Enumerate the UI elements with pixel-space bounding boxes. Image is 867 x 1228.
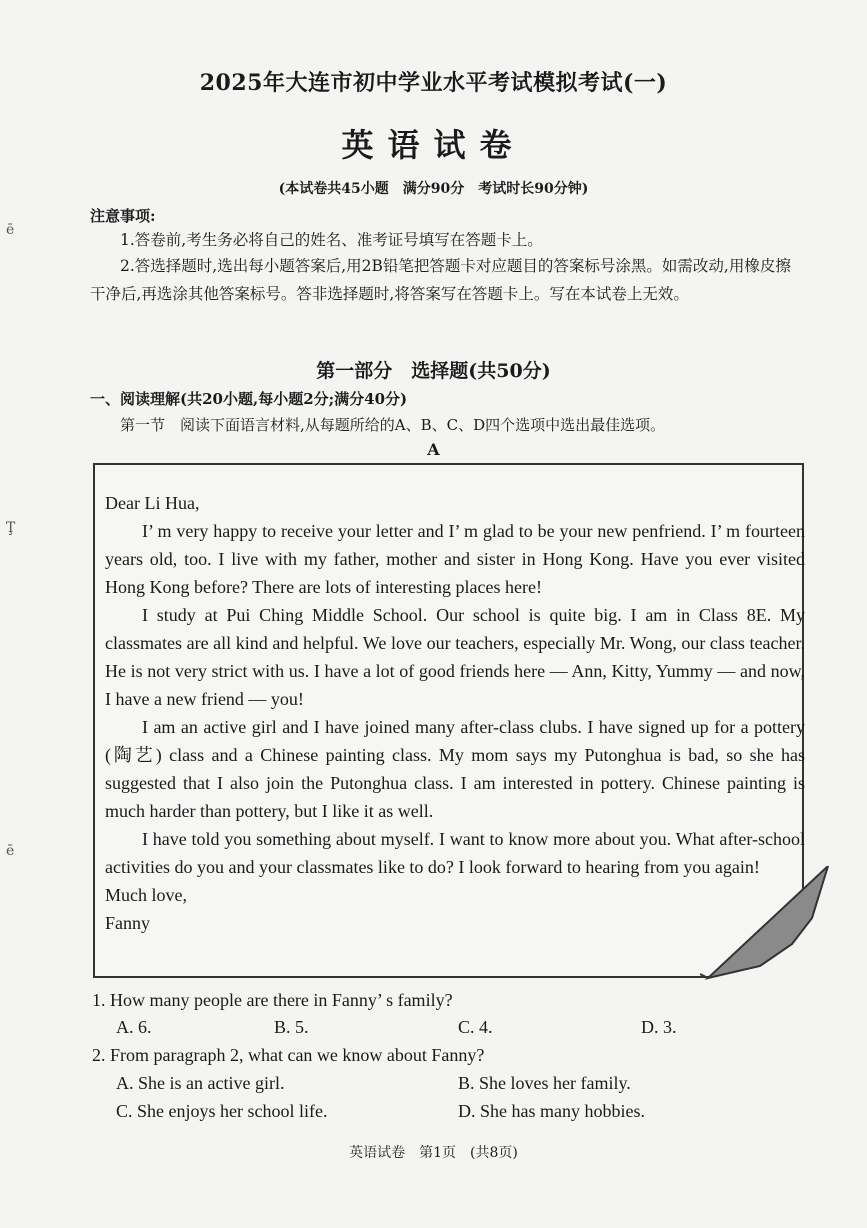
notice-item-1: 1.答卷前,考生务必将自己的姓名、准考证号填写在答题卡上。 xyxy=(120,231,543,249)
letter-paragraph: I study at Pui Ching Middle School. Our school is quite big. I am in Class 8E. My classmates are all kind and helpful. We love our teachers, especially Mr. Wong, our class teacher. He is not very strict with us. I have a lot of good friends here — Ann, Kitty, Yummy — and now, I have a new friend — you! xyxy=(105,605,805,709)
question-1-option-c: C. 4. xyxy=(458,1017,493,1037)
margin-mark: ē xyxy=(6,222,15,238)
part-title: 第一部分 选择题(共50分) xyxy=(316,360,551,382)
notice-item-2: 2.答选择题时,选出每小题答案后,用2B铅笔把答题卡对应题目的答案标号涂黑。如需改动,用橡皮擦干净后,再选涂其他答案标号。答非选择题时,将答案写在答题卡上。写在本试卷上无效。 xyxy=(90,257,791,303)
question-1-option-d: D. 3. xyxy=(641,1017,677,1037)
notice-heading: 注意事项: xyxy=(90,207,156,225)
letter-paragraph: I have told you something about myself. I want to know more about you. What after-school activities do you and your classmates like to do? I look forward to hearing from you again! xyxy=(105,829,805,877)
subsection-instruction: 第一节 阅读下面语言材料,从每题所给的A、B、C、D四个选项中选出最佳选项。 xyxy=(120,416,666,434)
page-curl-decoration xyxy=(700,866,830,986)
letter-signature: Fanny xyxy=(105,913,150,933)
exam-info: (本试卷共45小题 满分90分 考试时长90分钟) xyxy=(278,181,589,197)
passage-label: A xyxy=(427,440,440,459)
question-1-stem: 1. How many people are there in Fanny’ s family? xyxy=(92,990,453,1010)
subject-title: 英语试卷 xyxy=(341,126,526,164)
margin-mark: ē xyxy=(6,843,15,859)
margin-mark: Ţ xyxy=(6,520,16,536)
section-title: 一、阅读理解(共20小题,每小题2分;满分40分) xyxy=(90,390,408,408)
question-1-option-a: A. 6. xyxy=(116,1017,152,1037)
exam-title: 2025年大连市初中学业水平考试模拟考试(一) xyxy=(199,70,668,96)
letter-paragraph: I’ m very happy to receive your letter and I’ m glad to be your new penfriend. I’ m fourteen years old, too. I live with my father, mother and sister in Hong Kong. Have you ever visited Hong Kong before? There are lots of interesting places here! xyxy=(105,521,805,597)
question-2-option-b: B. She loves her family. xyxy=(458,1073,631,1093)
letter-greeting: Dear Li Hua, xyxy=(105,493,200,513)
question-2-stem: 2. From paragraph 2, what can we know about Fanny? xyxy=(92,1045,485,1065)
question-2-option-a: A. She is an active girl. xyxy=(116,1073,285,1093)
page-footer: 英语试卷 第1页 (共8页) xyxy=(349,1145,518,1161)
letter-closing: Much love, xyxy=(105,885,187,905)
question-2-option-d: D. She has many hobbies. xyxy=(458,1101,645,1121)
letter-paragraph: I am an active girl and I have joined many after-class clubs. I have signed up for a pottery (陶艺) class and a Chinese painting class. My mom says my Putonghua is bad, so she has suggested that I also join the Putonghua class. I am interested in pottery. Chinese painting is much harder than pottery, but I like it as well. xyxy=(105,717,805,821)
question-2-option-c: C. She enjoys her school life. xyxy=(116,1101,328,1121)
question-1-option-b: B. 5. xyxy=(274,1017,309,1037)
